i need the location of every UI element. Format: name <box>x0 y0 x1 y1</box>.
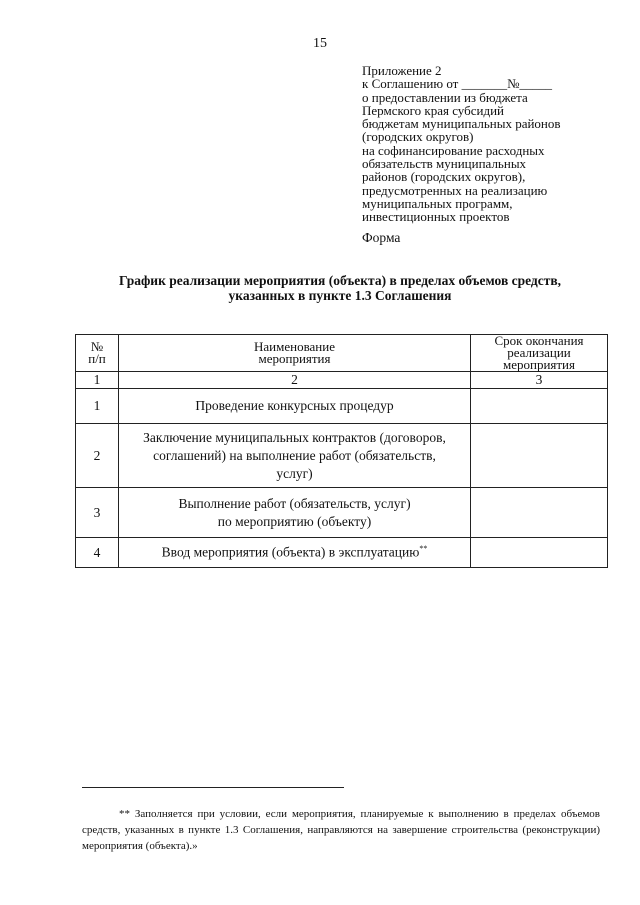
column-number: 2 <box>119 372 471 389</box>
appendix-line: о предоставлении из бюджета <box>362 89 528 105</box>
header-name-line: Наименование <box>254 339 335 354</box>
appendix-line: муниципальных программ, <box>362 195 513 211</box>
row-number: 2 <box>76 424 119 488</box>
table-row <box>76 538 608 568</box>
appendix-line: Пермского края субсидий <box>362 102 504 118</box>
row-number: 4 <box>76 538 119 568</box>
row-name-line: Заключение муниципальных контрактов (договоров, <box>143 429 446 445</box>
form-label: Форма <box>362 230 401 245</box>
header-number-line: п/п <box>88 351 106 366</box>
row-number: 3 <box>76 488 119 538</box>
row-deadline <box>471 488 608 538</box>
page-number: 15 <box>313 36 327 51</box>
table-header-row <box>76 335 608 372</box>
footnote-mark: ** <box>119 808 130 820</box>
row-name-line: услуг) <box>276 465 313 481</box>
header-name <box>119 335 471 372</box>
table-row <box>76 424 608 488</box>
header-deadline-line: реализации <box>507 345 571 360</box>
title-line: График реализации мероприятия (объекта) в пределах объемов средств, <box>118 273 562 288</box>
footnote-text: Заполняется при условии, если мероприятия, планируемые к выполнению в пределах объемов средств, указанных в пункте 1.3 Соглашения, направляются на завершение строительства (реконструкции) мероприятия (объекта).» <box>82 808 600 852</box>
header-deadline-line: Срок окончания <box>494 333 584 348</box>
header-deadline <box>471 335 608 372</box>
row-name-line: Выполнение работ (обязательств, услуг) <box>178 495 411 511</box>
appendix-header <box>362 64 602 224</box>
row-deadline <box>471 389 608 424</box>
header-deadline-line: мероприятия <box>502 357 575 372</box>
appendix-line: на софинансирование расходных <box>362 142 545 158</box>
row-name-line: соглашений) на выполнение работ (обязательств, <box>153 447 436 463</box>
table-row <box>76 488 608 538</box>
document-title <box>60 273 620 303</box>
header-name-line: мероприятия <box>258 351 331 366</box>
row-name-line: Проведение конкурсных процедур <box>195 398 394 413</box>
row-name <box>119 488 471 538</box>
column-number-row <box>76 372 608 389</box>
row-name-line: по мероприятию (объекту) <box>217 513 372 529</box>
row-name <box>119 538 471 568</box>
row-name <box>119 389 471 424</box>
appendix-line: к Соглашению от _______№_____ <box>362 76 552 92</box>
appendix-line: инвестиционных проектов <box>362 209 510 225</box>
appendix-line: (городских округов) <box>362 129 474 145</box>
row-name <box>119 424 471 488</box>
schedule-table <box>75 334 608 568</box>
header-number-line: № <box>90 339 104 354</box>
table-row <box>76 389 608 424</box>
appendix-line: районов (городских округов), <box>362 169 526 185</box>
footnote-reference: ** <box>419 544 428 554</box>
row-number: 1 <box>76 389 119 424</box>
column-number: 3 <box>471 372 608 389</box>
appendix-line: предусмотренных на реализацию <box>362 182 548 198</box>
header-number <box>76 335 119 372</box>
appendix-line: бюджетам муниципальных районов <box>362 116 561 132</box>
appendix-line: обязательств муниципальных <box>362 156 527 172</box>
title-line: указанных в пункте 1.3 Соглашения <box>228 288 452 303</box>
footnote <box>82 806 600 854</box>
row-name-line: Ввод мероприятия (объекта) в эксплуатацию <box>161 544 420 560</box>
appendix-line: Приложение 2 <box>362 63 442 78</box>
column-number: 1 <box>76 372 119 389</box>
row-deadline <box>471 538 608 568</box>
footnote-separator <box>82 787 344 788</box>
row-deadline <box>471 424 608 488</box>
